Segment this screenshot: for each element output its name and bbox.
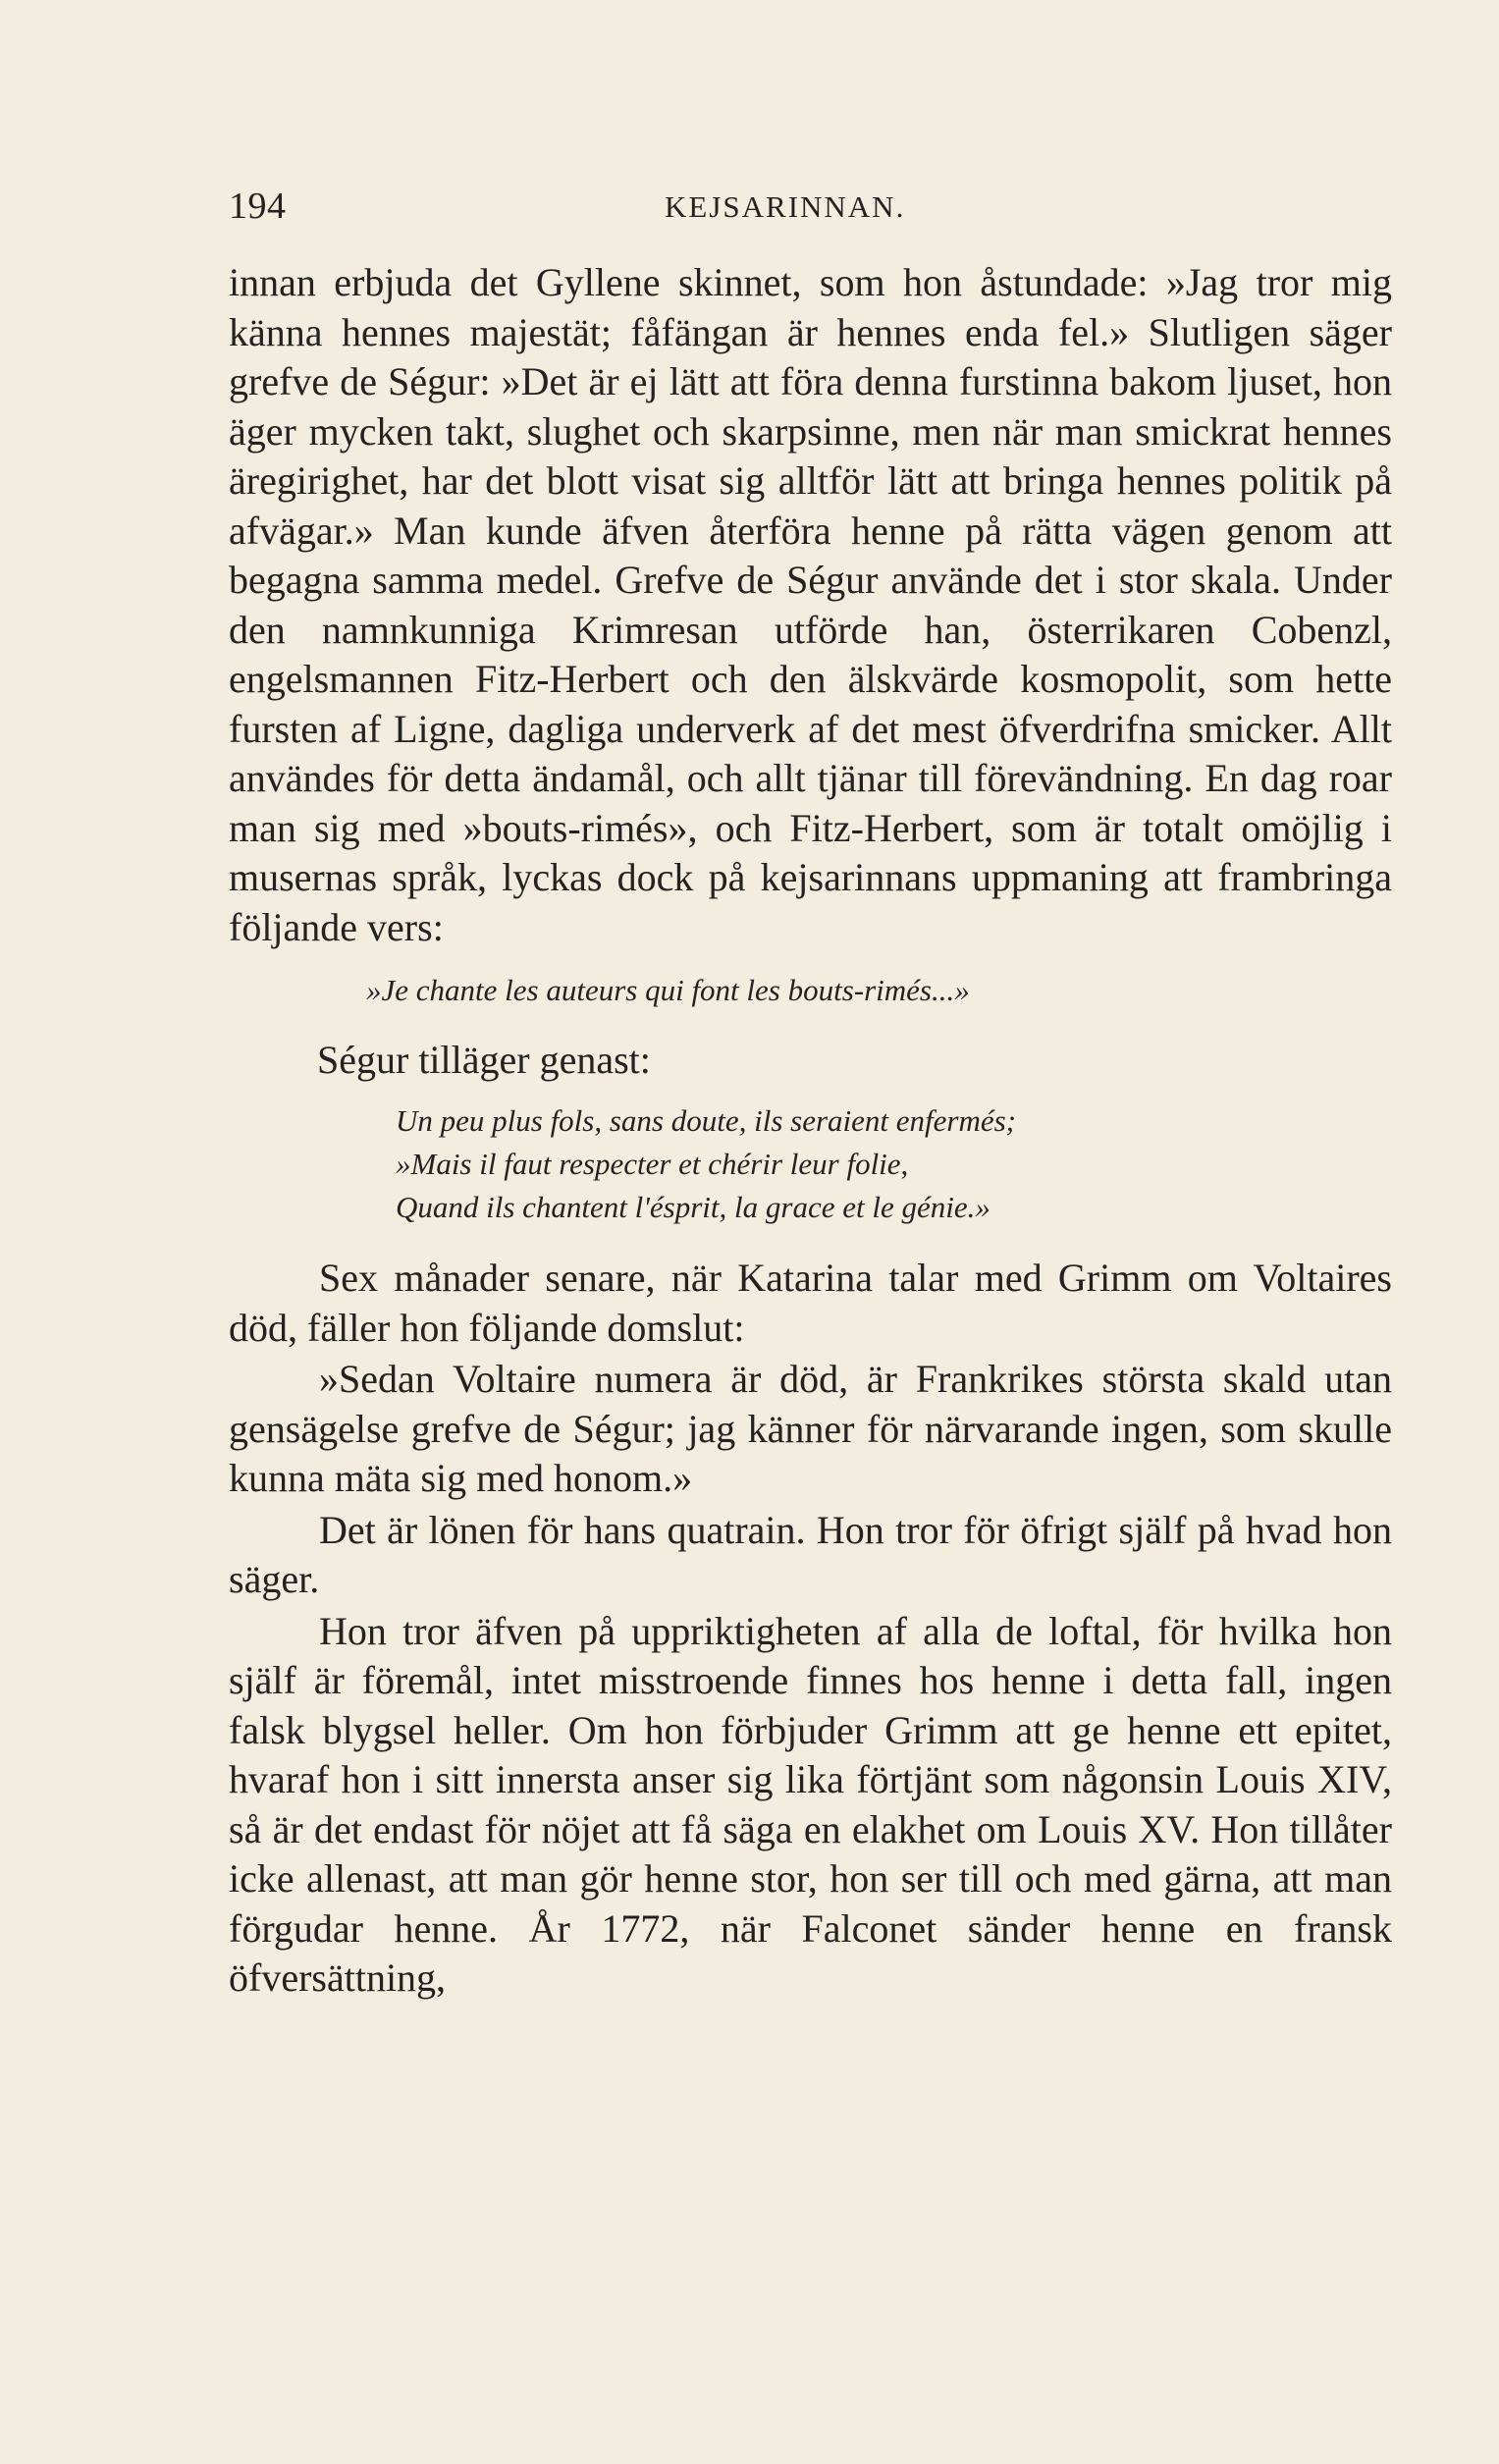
page-header	[229, 187, 1387, 234]
verse-line-1: »Je chante les auteurs qui font les bouts-rimés...»	[366, 973, 970, 1007]
verse-line-2: Un peu plus fols, sans doute, ils seraient enfermés;	[396, 1103, 1017, 1138]
main-text	[229, 258, 1392, 2004]
paragraph-2: Sex månader senare, när Katarina talar med Grimm om Voltaires död, fäller hon följande domslut:	[229, 1256, 1392, 1350]
page-number: 194	[229, 186, 287, 227]
paragraph-5: Hon tror äfven på uppriktigheten af alla de loftal, för hvilka hon själf är föremål, intet misstroende finnes hos henne i detta fall, ingen falsk blygsel heller. Om hon förbjuder Grimm att ge henne ett epitet, hvaraf hon i sitt innersta anser sig lika förtjänt som någonsin Louis XIV, så är det endast för nöjet att få säga en elakhet om Louis XV. Hon tillåter icke allenast, att man gör henne stor, hon ser till och med gärna, att man förgudar henne. År 1772, när Falconet sänder henne en fransk öfversättning,	[229, 1608, 1392, 2000]
verse-block	[229, 1099, 1392, 1229]
segur-intro: Ségur tilläger genast:	[317, 1038, 651, 1082]
verse-line-4: Quand ils chantent l'ésprit, la grace et le génie.»	[396, 1190, 990, 1224]
paragraph-3: »Sedan Voltaire numera är död, är Frankrikes största skald utan gensägelse grefve de Ségur; jag känner för närvarande ingen, som skulle kunna mäta sig med honom.»	[229, 1357, 1392, 1500]
verse-line-3: »Mais il faut respecter et chérir leur folie,	[396, 1147, 909, 1181]
paragraph-1: innan erbjuda det Gyllene skinnet, som hon åstundade: »Jag tror mig känna hennes majestät; fåfängan är hennes enda fel.» Slutligen säger grefve de Ségur: »Det är ej lätt att föra denna furstinna bakom ljuset, hon äger mycken takt, slughet och skarpsinne, men när man smickrat hennes äregirighet, har det blott visat sig alltför lätt att bringa hennes politik på afvägar.» Man kunde äfven återföra henne på rätta vägen genom att begagna samma medel. Grefve de Ségur använde det i stor skala. Under den namnkunniga Krimresan utförde han, österrikaren Cobenzl, engelsmannen Fitz-Herbert och den älskvärde kosmopolit, som hette fursten af Ligne, dagliga underverk af det mest öfverdrifna smicker. Allt användes för detta ändamål, och allt tjänar till förevändning. En dag roar man sig med »bouts-rimés», och Fitz-Herbert, som är totalt omöjlig i musernas språk, lyckas dock på kejsarinnans uppmaning att frambringa följande vers:	[229, 260, 1392, 949]
paragraph-4: Det är lönen för hans quatrain. Hon tror för öfrigt själf på hvad hon säger.	[229, 1507, 1392, 1601]
running-head: KEJSARINNAN.	[665, 189, 906, 224]
